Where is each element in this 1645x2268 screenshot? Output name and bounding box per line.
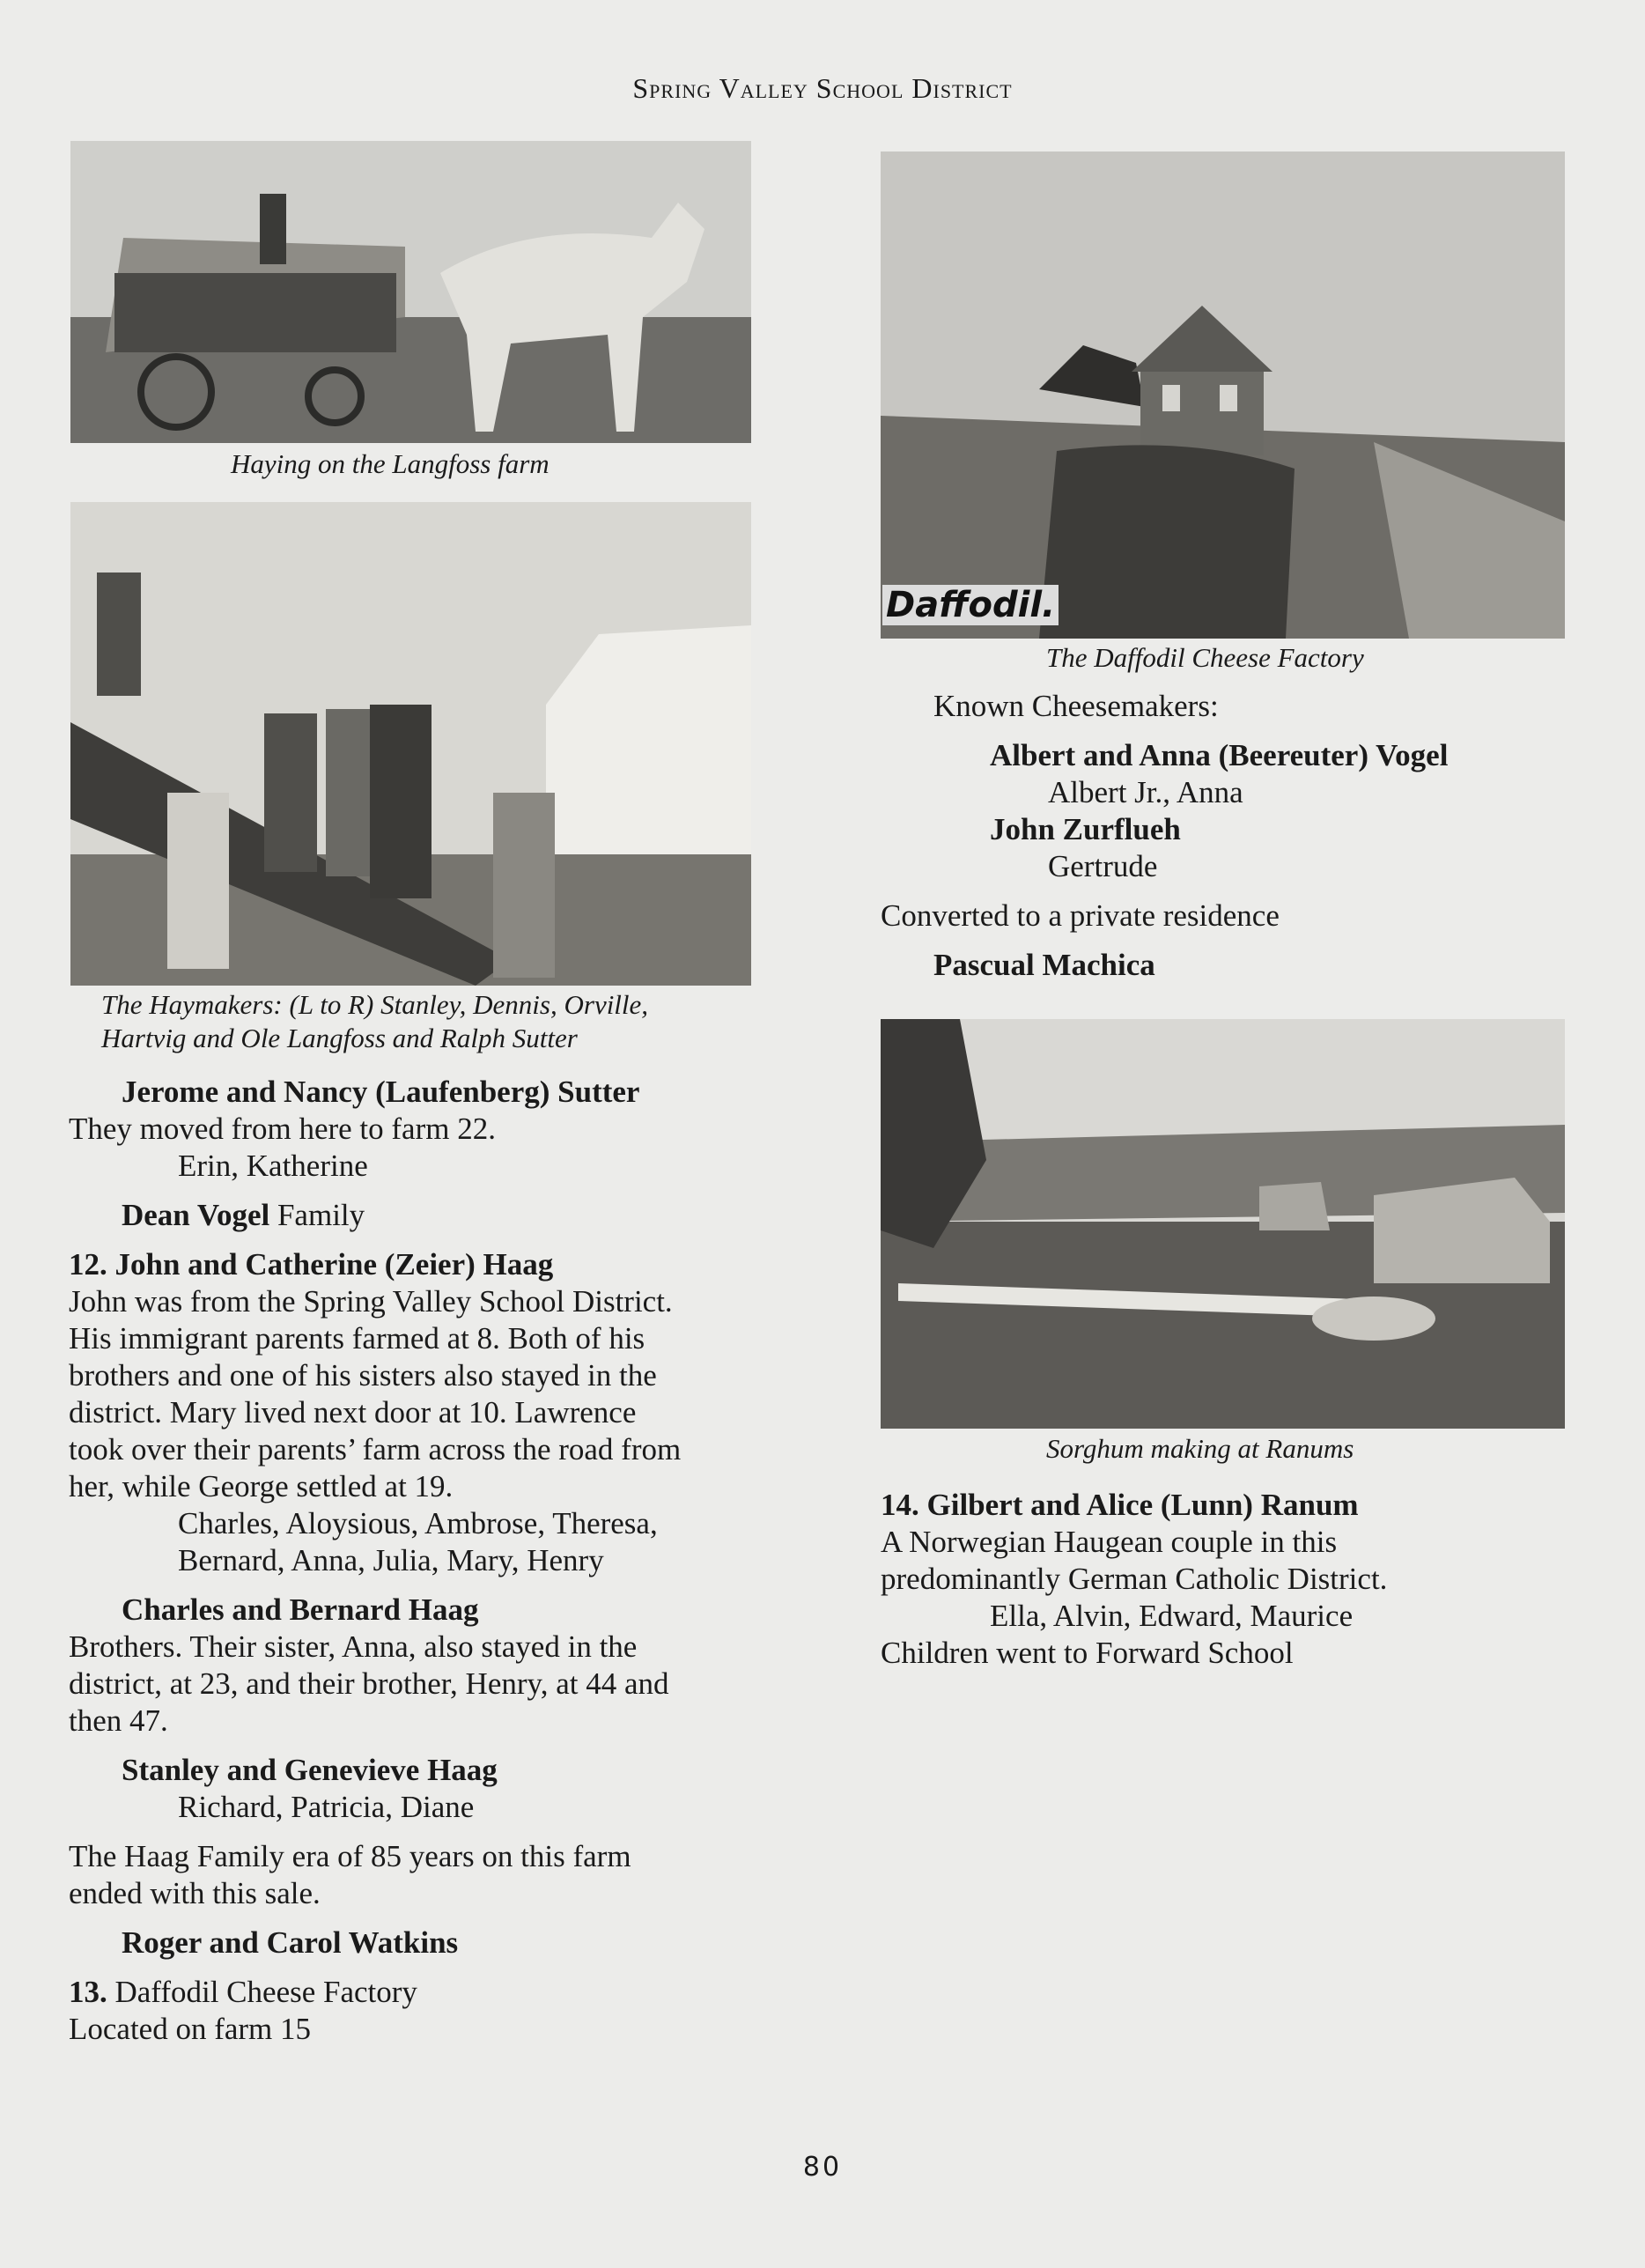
haag-text-line: brothers and one of his sisters also stayed in the	[69, 1358, 657, 1393]
haymakers-caption-line2: Hartvig and Ole Langfoss and Ralph Sutter	[101, 1023, 578, 1053]
sorghum-caption: Sorghum making at Ranums	[1046, 1433, 1354, 1464]
haying-caption: Haying on the Langfoss farm	[231, 448, 550, 479]
haymakers-caption	[101, 988, 648, 1055]
ranum-heading: 14. Gilbert and Alice (Lunn) Ranum	[881, 1488, 1359, 1522]
item13-location: Located on farm 15	[69, 2012, 312, 2046]
haag-text-line: district. Mary lived next door at 10. Lawrence	[69, 1395, 637, 1430]
charles-bernard-text: then 47.	[69, 1703, 168, 1738]
ranum-text: A Norwegian Haugean couple in this	[881, 1525, 1338, 1559]
vogel-suffix: Family	[269, 1198, 365, 1232]
right-column-upper	[881, 688, 1620, 984]
sutter-heading: Jerome and Nancy (Laufenberg) Sutter	[122, 1075, 640, 1109]
haag-text-line: His immigrant parents farmed at 8. Both of his	[69, 1321, 645, 1356]
left-column	[69, 1074, 808, 2048]
page-header: Spring Valley School District	[632, 72, 1013, 104]
zurflueh-heading: John Zurflueh	[990, 812, 1181, 846]
charles-bernard-text: district, at 23, and their brother, Henry, at 44 and	[69, 1666, 669, 1701]
haag-text-line: her, while George settled at 19.	[69, 1469, 454, 1503]
item13-title: Daffodil Cheese Factory	[107, 1975, 417, 2009]
daffodil-photo	[881, 151, 1565, 639]
charles-bernard-heading: Charles and Bernard Haag	[122, 1592, 479, 1627]
haag-text-line: John was from the Spring Valley School District.	[69, 1284, 673, 1319]
vogel-name: Dean Vogel	[122, 1198, 270, 1232]
vogel-family	[69, 1197, 808, 1234]
ranum-school: Children went to Forward School	[881, 1636, 1294, 1670]
haag-heading: 12. John and Catherine (Zeier) Haag	[69, 1247, 554, 1282]
vogel-heading: Albert and Anna (Beereuter) Vogel	[990, 738, 1449, 772]
ranum-children: Ella, Alvin, Edward, Maurice	[990, 1599, 1354, 1633]
era-text: The Haag Family era of 85 years on this farm	[69, 1839, 631, 1873]
haag-children-line: Bernard, Anna, Julia, Mary, Henry	[178, 1543, 604, 1577]
converted-text: Converted to a private residence	[881, 898, 1280, 933]
sutter-children: Erin, Katherine	[178, 1149, 368, 1183]
stanley-genevieve-children: Richard, Patricia, Diane	[178, 1790, 475, 1824]
machica-heading: Pascual Machica	[933, 948, 1155, 982]
sutter-text: They moved from here to farm 22.	[69, 1112, 496, 1146]
haymakers-photo	[70, 502, 751, 986]
right-column-lower	[881, 1487, 1620, 1672]
sorghum-photo	[881, 1019, 1565, 1429]
page-number: 80	[802, 2152, 843, 2183]
ranum-text: predominantly German Catholic District.	[881, 1562, 1388, 1596]
item13-heading	[69, 1974, 808, 2011]
vogel-children: Albert Jr., Anna	[1048, 775, 1243, 809]
daffodil-caption: The Daffodil Cheese Factory	[1046, 642, 1364, 673]
known-cheesemakers: Known Cheesemakers:	[933, 689, 1219, 723]
haymakers-caption-line1: The Haymakers: (L to R) Stanley, Dennis, Orville,	[101, 989, 649, 1020]
daffodil-photo-label: Daffodil.	[882, 585, 1059, 625]
zurflueh-children: Gertrude	[1048, 849, 1158, 883]
charles-bernard-text: Brothers. Their sister, Anna, also stayed in the	[69, 1629, 638, 1664]
watkins-heading: Roger and Carol Watkins	[122, 1925, 459, 1960]
era-text: ended with this sale.	[69, 1876, 321, 1910]
haag-text-line: took over their parents’ farm across the road from	[69, 1432, 682, 1466]
haying-photo	[70, 141, 751, 443]
haag-children-line: Charles, Aloysious, Ambrose, Theresa,	[178, 1506, 658, 1540]
stanley-genevieve-heading: Stanley and Genevieve Haag	[122, 1753, 498, 1787]
item13-number: 13.	[69, 1975, 107, 2009]
